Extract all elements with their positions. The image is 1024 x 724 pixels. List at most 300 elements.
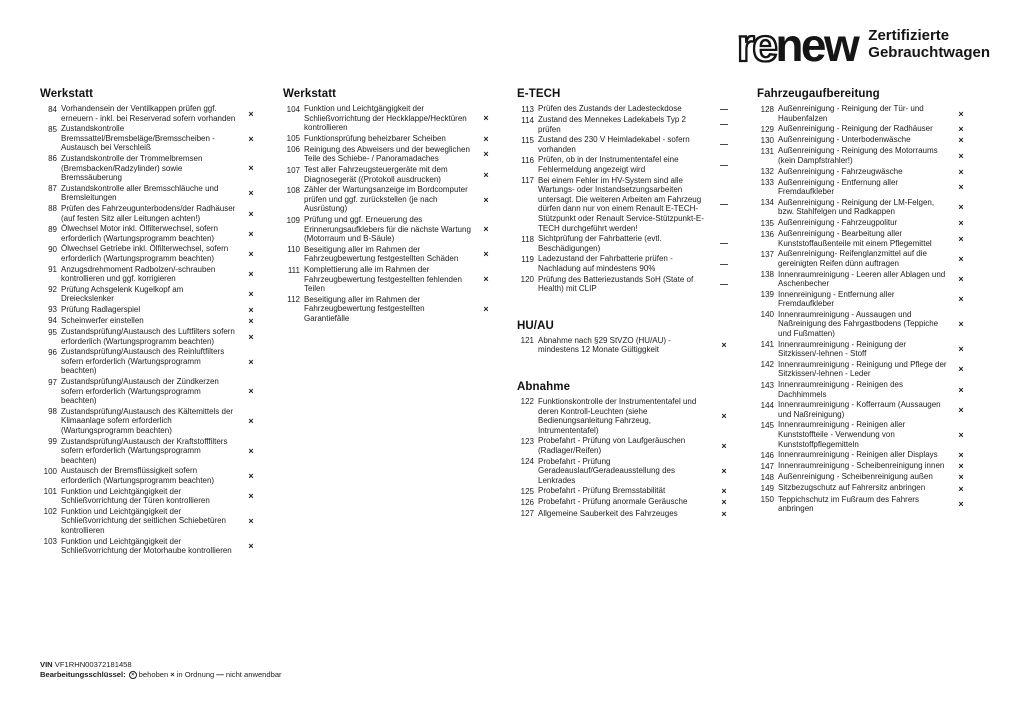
checklist-item [757, 340, 970, 359]
checklist-item [40, 124, 260, 153]
checklist-item [283, 134, 495, 144]
item-number: 139 [760, 290, 774, 300]
checklist-item [757, 124, 970, 134]
dash-mark-icon: — [720, 199, 728, 209]
item-number: 113 [521, 104, 534, 114]
item-text: Ölwechsel Getriebe inkl. Ölfilterwechsel, sofern erforderlich (Wartungsprogramm beachten) [61, 244, 229, 263]
item-number: 106 [286, 145, 300, 155]
x-mark-icon: × [958, 294, 964, 305]
checklist-item [757, 461, 970, 471]
item-text: Ladezustand der Fahrbatterie prüfen - Nachladung auf mindestens 90% [538, 254, 673, 273]
item-text: Probefahrt - Prüfung Bremsstabilität [538, 486, 666, 496]
checklist-item [283, 165, 495, 184]
item-text: Prüfen des Zustands der Ladesteckdose [538, 104, 682, 113]
checklist-section [40, 88, 260, 556]
item-number: 109 [286, 215, 300, 225]
renew-logo [736, 19, 990, 71]
x-mark-icon: × [483, 149, 489, 160]
x-mark-icon: × [958, 364, 964, 375]
item-text: Außenreinigung - Bearbeitung aller Kunststoffaußenteile mit einem Pflegemittel [778, 229, 932, 248]
x-mark-icon: × [248, 470, 254, 481]
checklist-column-2 [283, 88, 495, 325]
checklist-column-1 [40, 88, 260, 557]
x-mark-icon: × [483, 194, 489, 205]
item-text: Außenreinigung - Reinigung der Radhäuser [778, 124, 933, 134]
item-number: 95 [48, 327, 57, 337]
x-mark-icon: × [958, 319, 964, 330]
legend-label: Bearbeitungsschlüssel: [40, 670, 126, 680]
legend-text: in Ordnung [176, 670, 215, 680]
item-text: Innenraumreinigung - Reinigung und Pflege der Sitzkissen/-lehnen - Leder [778, 359, 947, 379]
item-text: Sitzbezugschutz auf Fahrersitz anbringen [778, 483, 926, 493]
item-number: 137 [760, 249, 774, 259]
item-text: Funktion und Leichtgängigkeit der Schließvorrichtung der seitlichen Schiebetüren kontrollieren [61, 506, 226, 535]
checklist-item [517, 497, 733, 507]
checklist-item [757, 270, 970, 289]
legend-text: nicht anwendbar [225, 670, 282, 680]
item-number: 111 [287, 265, 300, 275]
item-number: 122 [520, 397, 534, 407]
checklist-item [757, 146, 970, 165]
checklist-section [517, 88, 733, 294]
item-text: Teppichschutz im Fußraum des Fahrers anbringen [778, 494, 919, 514]
item-number: 118 [521, 234, 534, 244]
item-number: 146 [760, 450, 774, 460]
x-mark-icon: × [483, 133, 489, 144]
logo-re-outline: re [736, 19, 776, 71]
item-text: Innenraumreinigung - Scheibenreinigung innen [778, 461, 945, 471]
item-number: 116 [521, 155, 534, 165]
item-number: 150 [760, 495, 774, 505]
x-mark-icon: × [958, 253, 964, 264]
checklist-section [283, 88, 495, 324]
legend-item-in-ordnung [170, 670, 214, 680]
item-number: 129 [760, 124, 774, 134]
dash-mark-icon: — [720, 104, 728, 114]
checklist-item [517, 104, 733, 114]
checklist-item [757, 290, 970, 309]
x-mark-icon: × [721, 486, 727, 497]
item-number: 87 [48, 184, 57, 194]
item-number: 131 [760, 146, 774, 156]
checklist-item [757, 229, 970, 248]
x-mark-icon: × [248, 269, 254, 280]
item-number: 134 [760, 198, 774, 208]
checklist-item [757, 167, 970, 177]
item-text: Beseitigung aller im Rahmen der Fahrzeugbewertung festgestellten Schäden [304, 244, 459, 264]
item-text: Innenraumreinigung - Reinigung der Sitzkissen/-lehnen - Stoff [778, 339, 907, 359]
x-mark-icon: × [958, 499, 964, 510]
x-mark-icon: × [483, 113, 489, 124]
checklist-section [517, 381, 733, 519]
item-text: Außenreinigung - Unterbodenwäsche [778, 135, 911, 145]
x-mark-icon: × [721, 508, 727, 519]
item-text: Probefahrt - Prüfung Geradeauslauf/Geradeausstellung des Lenkrades [538, 456, 675, 485]
checklist-item [757, 178, 970, 197]
legend-item-behoben [129, 670, 169, 680]
x-mark-icon: × [958, 218, 964, 229]
item-text: Außenreinigung - Reinigung der Tür- und Haubenfalzen [778, 104, 924, 123]
x-mark-icon: × [958, 150, 964, 161]
x-mark-icon: × [958, 182, 964, 193]
x-mark-icon: × [958, 166, 964, 177]
x-mark-icon: × [248, 304, 254, 315]
item-number: 107 [286, 165, 300, 175]
item-text: Funktionsprüfung beheizbarer Scheiben [304, 133, 446, 143]
checklist-item [517, 336, 733, 355]
item-text: Probefahrt - Prüfung anormale Geräusche [538, 497, 688, 507]
dash-mark-icon: — [720, 239, 728, 249]
item-number: 133 [760, 178, 774, 188]
item-text: Zähler der Wartungsanzeige im Bordcomputer prüfen und ggf. zurückstellen (je nach Ausrüstung) [304, 185, 468, 214]
dash-mark-icon: — [720, 140, 728, 150]
checklist-item [40, 154, 260, 183]
x-mark-icon: × [248, 163, 254, 174]
item-text: Zustandskontrolle aller Bremsschläuche und Bremsleitungen [61, 183, 219, 203]
checklist-item [757, 135, 970, 145]
vin-value: VF1RHN00372181458 [54, 660, 132, 669]
checklist-item [517, 436, 733, 455]
item-number: 88 [48, 204, 57, 214]
item-number: 93 [48, 305, 57, 315]
checklist-item [40, 184, 260, 203]
checklist-item [40, 265, 260, 284]
checklist-item [283, 215, 495, 244]
x-mark-icon: × [958, 483, 964, 494]
x-mark-icon: × [248, 248, 254, 259]
section-title: E-TECH [517, 88, 561, 100]
checklist-item [757, 420, 970, 449]
item-number: 105 [286, 134, 300, 144]
item-number: 141 [760, 340, 774, 350]
item-text: Innenraumreinigung - Leeren aller Ablagen und Aschenbecher [778, 269, 946, 289]
item-text: Zustandsprüfung/Austausch der Kraftstofffilters sofern erforderlich (Wartungsprogramm beachten) [61, 436, 228, 465]
item-number: 117 [521, 176, 534, 186]
item-text: Test aller Fahrzeugsteuergeräte mit dem Diagnosegerät ((Protokoll ausdrucken) [304, 165, 448, 184]
x-mark-icon: × [721, 440, 727, 451]
item-text: Innenraumreinigung - Kofferraum (Aussaugen und Naßreinigung) [778, 400, 941, 419]
x-mark-icon: × [483, 274, 489, 285]
item-number: 86 [48, 154, 57, 164]
item-number: 121 [520, 336, 534, 346]
item-number: 120 [520, 275, 534, 285]
checklist-item [283, 104, 495, 133]
x-mark-icon: × [248, 228, 254, 239]
checklist-item [40, 407, 260, 436]
dash-mark-icon: — [720, 279, 728, 289]
checklist-section [517, 320, 733, 355]
vin-line [40, 660, 284, 670]
item-text: Bei einem Fehler im HV-System sind alle Wartungs- oder Instandsetzungsarbeiten untersagt. Die weiteren Arbeiten am Fahrzeug dürfen dann nur von einem Renault E-TECH-Stützpunkt oder Renault Service-Stützpunkt-E-TECH durchgeführt werden! [538, 175, 704, 233]
item-number: 97 [48, 377, 57, 387]
item-number: 91 [48, 265, 57, 274]
logo-tagline-line1: Zertifizierte [868, 27, 950, 45]
checklist-column-3 [517, 88, 733, 520]
checklist-item [40, 316, 260, 326]
item-number: 127 [520, 509, 534, 518]
item-text: Außenreinigung - Scheibenreinigung außen [778, 472, 933, 482]
item-number: 119 [521, 254, 534, 264]
section-title: Werkstatt [283, 88, 337, 100]
item-number: 128 [760, 104, 774, 114]
x-mark-icon: × [721, 340, 727, 351]
checklist-item [517, 457, 733, 486]
x-mark-icon: × [170, 670, 175, 680]
checklist-item [40, 327, 260, 346]
item-number: 124 [520, 457, 534, 467]
item-text: Sichtprüfung der Fahrbatterie (evtl. Beschädigungen) [538, 234, 662, 253]
item-number: 142 [760, 360, 774, 370]
x-mark-icon: × [483, 169, 489, 180]
checklist-item [40, 487, 260, 506]
item-text: Außenreinigung - Reinigung der LM-Felgen, bzw. Stahlfelgen und Radkappen [778, 197, 935, 217]
x-mark-icon: × [958, 202, 964, 213]
item-text: Prüfung Achsgelenk Kugelkopf am Dreieckslenker [61, 284, 184, 304]
x-mark-icon: × [958, 472, 964, 483]
document-footer [40, 660, 284, 681]
x-mark-icon: × [248, 108, 254, 119]
item-number: 85 [48, 124, 57, 134]
x-mark-icon: × [958, 124, 964, 135]
logo-new-solid: new [775, 19, 858, 71]
renew-wordmark [736, 19, 858, 71]
logo-tagline [868, 28, 990, 62]
item-number: 115 [521, 135, 534, 145]
checklist-item [283, 265, 495, 294]
x-mark-icon: × [248, 386, 254, 397]
item-text: Innenraumreinigung - Reinigen des Dachhimmels [778, 380, 903, 399]
item-number: 126 [520, 497, 534, 507]
item-text: Außenreinigung- Reifenglanzmittel auf die gereinigten Reifen dünn auftragen [778, 249, 927, 268]
x-mark-icon: × [721, 411, 727, 422]
item-text: Zustandskontrolle der Trommelbremsen (Bremsbacken/Radzylinder) sowie Bremssäuberung [61, 153, 203, 183]
item-text: Funktion und Leichtgängigkeit der Schließvorrichtung der Türen kontrollieren [61, 486, 210, 506]
item-number: 145 [760, 420, 774, 430]
checklist-item [757, 218, 970, 228]
checklist-item [757, 198, 970, 217]
item-text: Prüfen, ob in der Instrumententafel eine Fehlermeldung angezeigt wird [538, 155, 679, 175]
x-mark-icon: × [248, 491, 254, 502]
item-number: 103 [43, 537, 57, 547]
x-mark-icon: × [483, 304, 489, 315]
checklist-item [757, 472, 970, 482]
item-number: 135 [760, 218, 774, 228]
item-number: 143 [760, 380, 774, 390]
item-number: 114 [521, 115, 534, 125]
checklist-item [40, 104, 260, 123]
item-text: Innenraumreinigung - Reinigen aller Displays [778, 450, 938, 460]
checklist-item [757, 450, 970, 460]
item-number: 101 [43, 487, 57, 497]
item-text: Beseitigung aller im Rahmen der Fahrzeugbewertung festgestellten Garantiefälle [304, 294, 425, 323]
dash-mark-icon: — [720, 120, 728, 130]
checklist-item [517, 486, 733, 496]
item-number: 89 [48, 224, 57, 234]
logo-tagline-line2: Gebrauchtwagen [868, 44, 990, 61]
checklist-item [283, 295, 495, 324]
checklist-item [40, 305, 260, 315]
checklist-item [517, 254, 733, 273]
checklist-item [757, 483, 970, 493]
item-text: Komplettierung alle im Rahmen der Fahrzeugbewertung festgestellten fehlenden Teilen [304, 265, 462, 294]
checklist-item [283, 245, 495, 264]
checklist-item [40, 347, 260, 376]
checklist-item [40, 244, 260, 263]
checklist-item [40, 466, 260, 485]
checklist-item [40, 204, 260, 223]
x-mark-icon: × [248, 208, 254, 219]
item-number: 90 [48, 244, 57, 254]
x-mark-icon: × [248, 331, 254, 342]
item-number: 96 [48, 347, 57, 357]
checklist-item [283, 145, 495, 164]
item-text: Zustandsprüfung/Austausch des Reinluftfilters sofern erforderlich (Wartungsprogramm beachten) [61, 347, 225, 376]
item-number: 132 [760, 167, 774, 177]
x-mark-icon: × [958, 274, 964, 285]
item-number: 136 [760, 229, 774, 239]
section-title: Werkstatt [40, 88, 94, 100]
checklist-item [517, 275, 733, 294]
item-text: Zustand des Mennekes Ladekabels Typ 2 prüfen [538, 115, 686, 134]
item-text: Prüfen des Fahrzeugunterbodens/der Radhäuser (auf festen Sitz aller Leitungen achten!) [61, 203, 236, 223]
checklist-section [757, 88, 970, 514]
item-number: 149 [760, 483, 774, 493]
checklist-item [40, 377, 260, 406]
item-text: Allgemeine Sauberkeit des Fahrzeuges [538, 508, 678, 518]
checklist-item [40, 537, 260, 556]
vin-label: VIN [40, 660, 53, 669]
dash-mark-icon: — [720, 259, 728, 269]
legend-item-nicht-anwendbar [216, 670, 281, 680]
section-title: Fahrzeugaufbereitung [757, 88, 880, 100]
item-text: Prüfung und ggf. Erneuerung des Erinnerungsaufklebers für die nächste Wartung (Motorraum und B-Säule) [304, 215, 471, 244]
checklist-column-4 [757, 88, 970, 515]
item-text: Außenreinigung - Reinigung des Motorraums (kein Dampfstrahler!) [778, 146, 938, 165]
item-text: Zustandsprüfung/Austausch des Luftfilters sofern erforderlich (Wartungsprogramm beachten) [61, 327, 235, 346]
checklist-item [757, 400, 970, 419]
item-text: Austausch der Bremsflüssigkeit sofern erforderlich (Wartungsprogramm beachten) [61, 466, 215, 485]
item-text: Prüfung Radlagerspiel [61, 304, 141, 314]
x-mark-icon: × [721, 497, 727, 508]
item-text: Reinigung des Abweisers und der beweglichen Teile des Schiebe- / Panoramadaches [304, 144, 470, 164]
x-mark-icon: × [248, 541, 254, 552]
item-text: Probefahrt - Prüfung von Laufgeräuschen (Radlager/Reifen) [538, 436, 686, 455]
x-mark-icon: × [248, 133, 254, 144]
dash-mark-icon: — [720, 160, 728, 170]
section-title: Abnahme [517, 380, 571, 393]
checklist-item [283, 185, 495, 214]
item-number: 108 [286, 185, 300, 195]
x-mark-icon: × [958, 450, 964, 461]
item-number: 140 [760, 310, 774, 320]
checklist-item [757, 310, 970, 339]
item-number: 98 [48, 407, 57, 417]
x-mark-icon: × [958, 344, 964, 355]
checklist-item [517, 115, 733, 134]
checklist-item [40, 437, 260, 466]
x-mark-icon: × [483, 224, 489, 235]
item-text: Außenreinigung - Fahrzeugwäsche [778, 166, 903, 176]
checklist-item [757, 360, 970, 379]
item-text: Innenreinigung - Entfernung aller Fremdaufkleber [778, 289, 895, 309]
x-mark-icon: × [248, 516, 254, 527]
x-mark-icon: × [483, 249, 489, 260]
item-text: Funktionskontrolle der Instrumententafel und deren Kontroll-Leuchten (siehe Bedienungsanleitung Fahrzeug, Intrumententafel) [538, 396, 697, 435]
item-number: 148 [760, 472, 774, 482]
checklist-item [757, 380, 970, 399]
x-mark-icon: × [248, 289, 254, 300]
x-mark-icon: × [248, 316, 254, 327]
item-text: Zustandsprüfung/Austausch des Kältemittels der Klimaanlage sofern erforderlich (Wartungsprogramm beachten) [61, 406, 234, 435]
item-text: Scheinwerfer einstellen [61, 315, 144, 325]
x-mark-icon: × [958, 429, 964, 440]
checklist-item [40, 224, 260, 243]
x-mark-icon: × [958, 108, 964, 119]
item-text: Zustandskontrolle Bremssattel/Bremsbeläge/Bremsscheiben - Austausch bei Verschleiß [61, 124, 215, 153]
checklist-item [517, 234, 733, 253]
legend-text: behoben [138, 670, 169, 680]
item-number: 100 [43, 466, 57, 476]
x-mark-icon: × [958, 461, 964, 472]
item-text: Funktion und Leichtgängigkeit der Schließvorrichtung der Motorhaube kontrollieren [61, 536, 232, 556]
item-number: 125 [520, 486, 534, 496]
item-text: Prüfung des Batteriezustands SoH (State of Health) mit CLIP [538, 274, 694, 294]
x-mark-icon: × [248, 416, 254, 427]
checklist-item [40, 507, 260, 536]
checklist-item [517, 397, 733, 435]
item-text: Innenraumreinigung - Aussaugen und Naßreinigung des Fahrgastbodens (Teppiche und Fußmatten) [778, 309, 939, 339]
item-number: 130 [760, 135, 774, 145]
item-number: 104 [286, 104, 300, 114]
item-text: Zustand des 230 V Heimladekabel - sofern vorhanden [538, 135, 690, 154]
x-mark-icon: × [248, 188, 254, 199]
item-text: Innenraumreinigung - Reinigen aller Kunststoffteile - Verwendung von Kunststoffpflegemitteln [778, 420, 906, 449]
item-number: 112 [287, 295, 300, 305]
item-number: 94 [48, 316, 57, 326]
checklist-item [757, 249, 970, 268]
item-text: Funktion und Leichtgängigkeit der Schließvorrichtung der Heckklappe/Hecktüren kontrollieren [304, 104, 467, 133]
x-mark-icon: × [958, 404, 964, 415]
x-mark-icon: × [958, 233, 964, 244]
item-text: Vorhandensein der Ventilkappen prüfen ggf. erneuern - inkl. bei Reserverad sofern vorhanden [61, 104, 236, 123]
item-number: 102 [43, 507, 57, 517]
x-mark-icon: × [248, 356, 254, 367]
dash-mark-icon: — [216, 670, 224, 680]
item-text: Außenreinigung - Entfernung aller Fremdaufkleber [778, 177, 899, 197]
item-number: 84 [48, 104, 57, 114]
x-mark-icon: × [958, 384, 964, 395]
item-number: 123 [520, 436, 534, 446]
section-title: HU/AU [517, 319, 554, 332]
checklist-item [517, 135, 733, 154]
item-text: Anzugsdrehmoment Radbolzen/-schrauben kontrollieren und ggf. korrigieren [61, 264, 216, 284]
item-text: Zustandsprüfung/Austausch der Zündkerzen sofern erforderlich (Wartungsprogramm beachten) [61, 377, 219, 406]
checklist-item [517, 176, 733, 234]
checklist-item [517, 155, 733, 174]
x-mark-icon: × [958, 135, 964, 146]
checklist-item [517, 509, 733, 519]
checklist-item [40, 285, 260, 304]
checklist-item [757, 104, 970, 123]
checklist-item [757, 495, 970, 514]
item-number: 92 [48, 285, 57, 295]
item-number: 138 [760, 270, 774, 279]
x-mark-icon: × [248, 445, 254, 456]
item-number: 144 [760, 400, 774, 410]
item-number: 99 [48, 437, 57, 447]
item-text: Außenreinigung - Fahrzeugpolitur [778, 218, 898, 228]
item-text: Abnahme nach §29 StVZO (HU/AU) - mindestens 12 Monate Gültiggkeit [538, 335, 671, 355]
